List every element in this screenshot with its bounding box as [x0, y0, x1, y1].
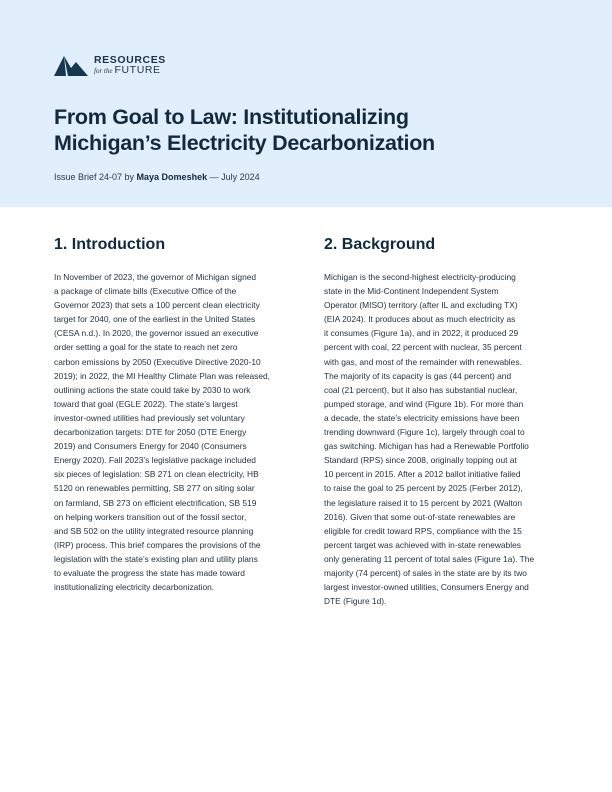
body-line: six pieces of legislation: SB 271 on clean electricity, HB: [54, 469, 259, 480]
byline: [54, 172, 260, 182]
title-line: From Goal to Law: Institutionalizing: [54, 105, 409, 129]
body-line: outlining actions the state could take by 2030 to work: [54, 384, 251, 395]
body-line: Standard (RPS) since 2008, originally topping out at: [324, 455, 517, 466]
section-introduction: [54, 236, 316, 594]
body-line: The majority of its capacity is gas (44 percent) and: [324, 370, 512, 381]
header-band: [0, 0, 612, 207]
body-line: Operator (MISO) territory (after IL and excluding TX): [324, 300, 518, 311]
logo-line2-small: for the: [94, 66, 113, 75]
logo-line2: FUTURE: [114, 63, 161, 76]
body-line: legislation with the state’s existing plan and utility plans: [54, 553, 258, 564]
rff-logo: [54, 54, 166, 76]
title-line: Michigan’s Electricity Decarbonization: [54, 131, 435, 155]
body-line: on farmland, SB 273 on efficient electrification, SB 519: [54, 497, 257, 508]
section-body: [324, 270, 586, 608]
body-line: and SB 502 on the utility integrated resource planning: [54, 525, 254, 536]
section-heading: 2. Background: [324, 236, 436, 253]
body-line: on helping workers transition out of the fossil sector,: [54, 511, 247, 522]
page-title: [54, 104, 435, 156]
body-line: (EIA 2024). It produces about as much electricity as: [324, 314, 516, 325]
body-line: only generating 11 percent of total sales (Figure 1a). The: [324, 553, 535, 564]
body-line: pumped storage, and wind (Figure 1b). For more than: [324, 398, 524, 409]
body-line: a package of climate bills (Executive Office of the: [54, 286, 237, 297]
body-line: 5120 on renewables permitting, SB 277 on siting solar: [54, 483, 255, 494]
body-line: a decade, the state’s electricity emissions have been: [324, 412, 520, 423]
body-line: 2019) and Consumers Energy for 2040 (Consumers: [54, 441, 247, 452]
body-line: investor-owned utilities had previously set voluntary: [54, 412, 245, 423]
body-line: state in the Mid-Continent Independent System: [324, 286, 499, 297]
body-line: target for 2040, one of the earliest in the United States: [54, 314, 256, 325]
body-line: decarbonization targets: DTE for 2050 (DTE Energy: [54, 427, 247, 438]
body-line: 2016). Given that some out-of-state renewables are: [324, 511, 516, 522]
body-line: trending downward (Figure 1c), largely through coal to: [324, 427, 525, 438]
body-line: carbon emissions by 2050 (Executive Directive 2020-10: [54, 356, 261, 367]
body-line: order setting a goal for the state to reach net zero: [54, 342, 238, 353]
author-name: Maya Domeshek: [136, 172, 208, 182]
body-line: DTE (Figure 1d).: [324, 596, 387, 607]
body-line: to evaluate the progress the state has made toward: [54, 567, 245, 578]
mountain-logo-icon: [54, 54, 88, 76]
body-line: institutionalizing electricity decarbonization.: [54, 582, 215, 593]
section-body: [54, 270, 316, 594]
body-line: with gas, and most of the remainder with renewables.: [324, 356, 522, 367]
body-line: it consumes (Figure 1a), and in 2022, it produced 29: [324, 328, 519, 339]
body-line: largest investor-owned utilities, Consumers Energy and: [324, 582, 529, 593]
body-line: In November of 2023, the governor of Michigan signed: [54, 272, 257, 282]
body-line: Governor 2023) that sets a 100 percent clean electricity: [54, 300, 260, 311]
body-line: majority (74 percent) of sales in the state are by its two: [324, 567, 527, 578]
body-line: (CESA n.d.). In 2020, the governor issued an executive: [54, 328, 259, 339]
body-line: coal (21 percent), but it also has substantial nuclear,: [324, 384, 518, 395]
body-line: to raise the goal to 25 percent by 2025 (Ferber 2012),: [324, 483, 523, 494]
body-line: 10 percent in 2015. After a 2012 ballot initiative failed: [324, 469, 521, 480]
body-line: the legislature raised it to 15 percent by 2021 (Walton: [324, 497, 523, 508]
section-background: [324, 236, 586, 608]
body-line: 2019); in 2022, the MI Healthy Climate Plan was released,: [54, 370, 271, 381]
body-line: (IRP) process. This brief compares the provisions of the: [54, 539, 261, 550]
body-line: percent with coal, 22 percent with nuclear, 35 percent: [324, 342, 522, 353]
section-heading: 1. Introduction: [54, 236, 166, 253]
byline-date: — July 2024: [207, 172, 260, 182]
body-line: Energy 2020). Fall 2023’s legislative package included: [54, 455, 256, 466]
body-line: gas switching. Michigan has had a Renewable Portfolio: [324, 441, 529, 452]
body-line: percent target was achieved with in-state renewables: [324, 539, 521, 550]
logo-line1: RESOURCES: [94, 53, 166, 66]
byline-prefix: Issue Brief 24-07 by: [54, 172, 137, 182]
body-line: eligible for credit toward RPS, compliance with the 15: [324, 525, 522, 536]
body-line: toward that goal (EGLE 2022). The state’s largest: [54, 398, 238, 409]
body-line: Michigan is the second-highest electricity-producing: [324, 272, 516, 282]
